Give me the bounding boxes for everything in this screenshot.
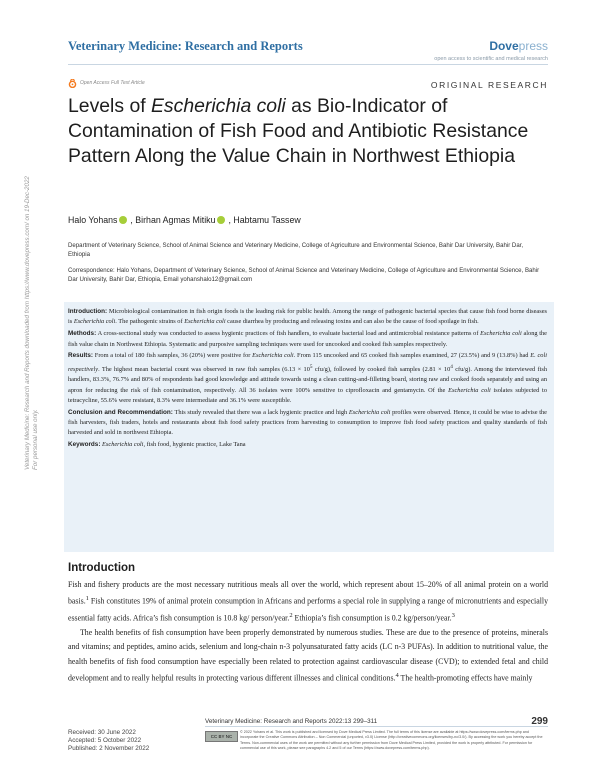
author-separator: , bbox=[228, 215, 234, 225]
article-type: ORIGINAL RESEARCH bbox=[430, 80, 548, 90]
orcid-icon[interactable] bbox=[217, 216, 225, 224]
title-part2: as Bio-Indicator of Contamination of Fish Food and Antibiotic Resistance Pattern Along the Value Chain in Northwest Ethiopia bbox=[68, 95, 529, 167]
brand-tagline: open access to scientific and medical research bbox=[434, 56, 548, 62]
author-name: Halo Yohans bbox=[68, 215, 118, 225]
access-label: Open Access Full Text Article bbox=[80, 80, 145, 86]
published-date: Published: 2 November 2022 bbox=[68, 745, 150, 753]
abstract-introduction: Introduction: Microbiological contamination in fish origin foods is the leading risk for public health. Among the range of pathogenic bacterial species that cause fish food borne diseases is Escherichia coli. The pathogenic strains of Escherichia coli cause diarrhea by producing and releasing toxins and can also be the cause of food spoilage in fish. bbox=[68, 308, 547, 326]
author-name: Birhan Agmas Mitiku bbox=[135, 215, 216, 225]
watermark-line: For personal use only. bbox=[32, 409, 39, 470]
abstract-results: Results: From a total of 180 fish samples, 36 (20%) were positive for Escherichia coli. From 115 uncooked and 65 cooked fish samples examined, 27 (23.5%) and 9 (13.8%) had E. coli respectively. The highest mean bacterial count was observed in raw fish samples ($6.13 \times 10^5$ cfu/g), followed by cooked fish samples ($2.81 \times 10^4$ cfu/g). Among the interviewed fish handlers, 83.3%, 76.7% and 80% of respondents had good knowledge and attitude towards using a clean cutting-and-filleting board, storing raw and cooked foods separately and using an apron for reducing the risk of fish contamination, respectively. All 36 isolates were 100% sensitive to ciprofloxacin and gentamycin. Of the Escherichia coli isolates subjected to tetracycline, 55.6% were resistant, 8.3% were intermediate and 36.1% were susceptible. bbox=[68, 352, 548, 404]
header-divider bbox=[68, 64, 548, 65]
license-text: © 2022 Yohans et al. This work is published and licensed by Dove Medical Press Limited. The full terms of this license are available at https://www.dovepress.com/terms.php and incorporate the Creative Commons Attribution – Non Commercial (unported, v3.0) License (http://creativecommons.org/licenses/by-nc/3.0/). By accessing the work you hereby accept the Terms. Non-commercial uses of the work are permitted without any further permission from Dove Medical Press Limited, provided the work is properly attributed. For permission for commercial use of this work, please see paragraphs 4.2 and 5 of our Terms (https://www.dovepress.com/terms.php). bbox=[240, 730, 543, 750]
author-list bbox=[68, 215, 301, 225]
received-date: Received: 30 June 2022 bbox=[68, 729, 136, 736]
orcid-icon[interactable] bbox=[119, 216, 127, 224]
reference-link[interactable]: 2 bbox=[289, 612, 293, 620]
title-italic: Escherichia coli bbox=[151, 95, 286, 117]
section-heading: Introduction bbox=[68, 562, 136, 574]
brand-suffix: press bbox=[518, 39, 548, 53]
accepted-date: Accepted: 5 October 2022 bbox=[68, 737, 142, 745]
intro-paragraph: The health benefits of fish consumption have been properly demonstrated by numerous studies. These are due to the presence of proteins, minerals and vitamins; and peptides, amino acids, selenium and long-chain n-3 polyunsaturated fatty acids (LC n-3 PUFAs). In addition to nutritional value, the health benefits of fish food consumption have especially been related to protection against cardiovascular disease (CVD); to extended fetal and child development and to really helpful results in protecting various different illnesses and clinical conditions.$^4$ The health-promoting effects have mainly bbox=[68, 628, 548, 683]
author-separator: , bbox=[130, 215, 136, 225]
download-watermark bbox=[24, 70, 40, 470]
intro-paragraph: Fish and fishery products are the most necessary nutritious meals all over the world, which represent about 15–20% of all animal protein on a world basis.$^1$ Fish constitutes 19% of animal protein consumption in Africans and performs a special role in supplying a range of micronutrients and especially essential fatty acids. Africa’s fish consumption is 10.8 kg/ person/year.$^2$ Ethiopia’s fish consumption is 0.2 kg/person/year.$^3$ bbox=[68, 580, 548, 623]
cc-license-icon[interactable]: CC BY NC bbox=[205, 731, 238, 742]
journal-name[interactable]: Veterinary Medicine: Research and Reports bbox=[68, 39, 303, 53]
abstract-keywords: Keywords: Escherichia coli, fish food, hygienic practice, Lake Tana bbox=[68, 441, 246, 449]
abstract-conclusion: Conclusion and Recommendation: This study revealed that there was a lack hygienic practice and high Escherichia coli profiles were observed. Hence, it could be wise to advise the fish harvesters, fish traders, hotels and restaurants about fish food safety practices from harvesting to consumption to improve fish food safety practices and quality standards of fish harvested and sold in northwest Ethiopia. bbox=[68, 408, 547, 437]
publication-dates bbox=[68, 729, 149, 753]
author-name: Habtamu Tassew bbox=[233, 215, 301, 225]
introduction-body bbox=[68, 578, 548, 686]
abstract bbox=[68, 307, 547, 452]
footer-divider bbox=[205, 726, 548, 727]
reference-link[interactable]: 4 bbox=[395, 672, 399, 679]
reference-link[interactable]: 1 bbox=[85, 595, 89, 603]
open-access-icon bbox=[68, 79, 77, 88]
affiliation: Department of Veterinary Science, School of Animal Science and Veterinary Medicine, College of Agriculture and Environmental Science, Bahir Dar University, Bahir Dar, Ethiopia bbox=[68, 242, 524, 259]
correspondence: Correspondence: Halo Yohans, Department of Veterinary Science, School of Animal Science and Veterinary Medicine, College of Agriculture and Environmental Science, Bahir Dar University, Bahir Dar, Ethiopia, Email yohanshalo12@gmail.com bbox=[68, 267, 540, 284]
brand-main: Dove bbox=[489, 39, 519, 53]
article-title bbox=[68, 94, 538, 169]
title-part1: Levels of bbox=[68, 95, 151, 117]
footer-citation: Veterinary Medicine: Research and Reports 2022:13 299–311 bbox=[205, 718, 378, 725]
page-number: 299 bbox=[531, 716, 548, 727]
publisher-logo[interactable] bbox=[489, 39, 548, 53]
watermark-line: Veterinary Medicine: Research and Reports downloaded from https://www.dovepress.com/ on 19-Dec-2022 bbox=[24, 176, 31, 470]
reference-link[interactable]: 3 bbox=[451, 612, 455, 620]
abstract-methods: Methods: A cross-sectional study was conducted to assess hygienic practices of fish handlers, to evaluate bacterial load and antimicrobial resistance patterns of Escherichia coli along the fish value chain in Northwest Ethiopia. Systematic and purposive sampling techniques were used for uncooked and cooked fish samples respectively. bbox=[68, 330, 548, 348]
